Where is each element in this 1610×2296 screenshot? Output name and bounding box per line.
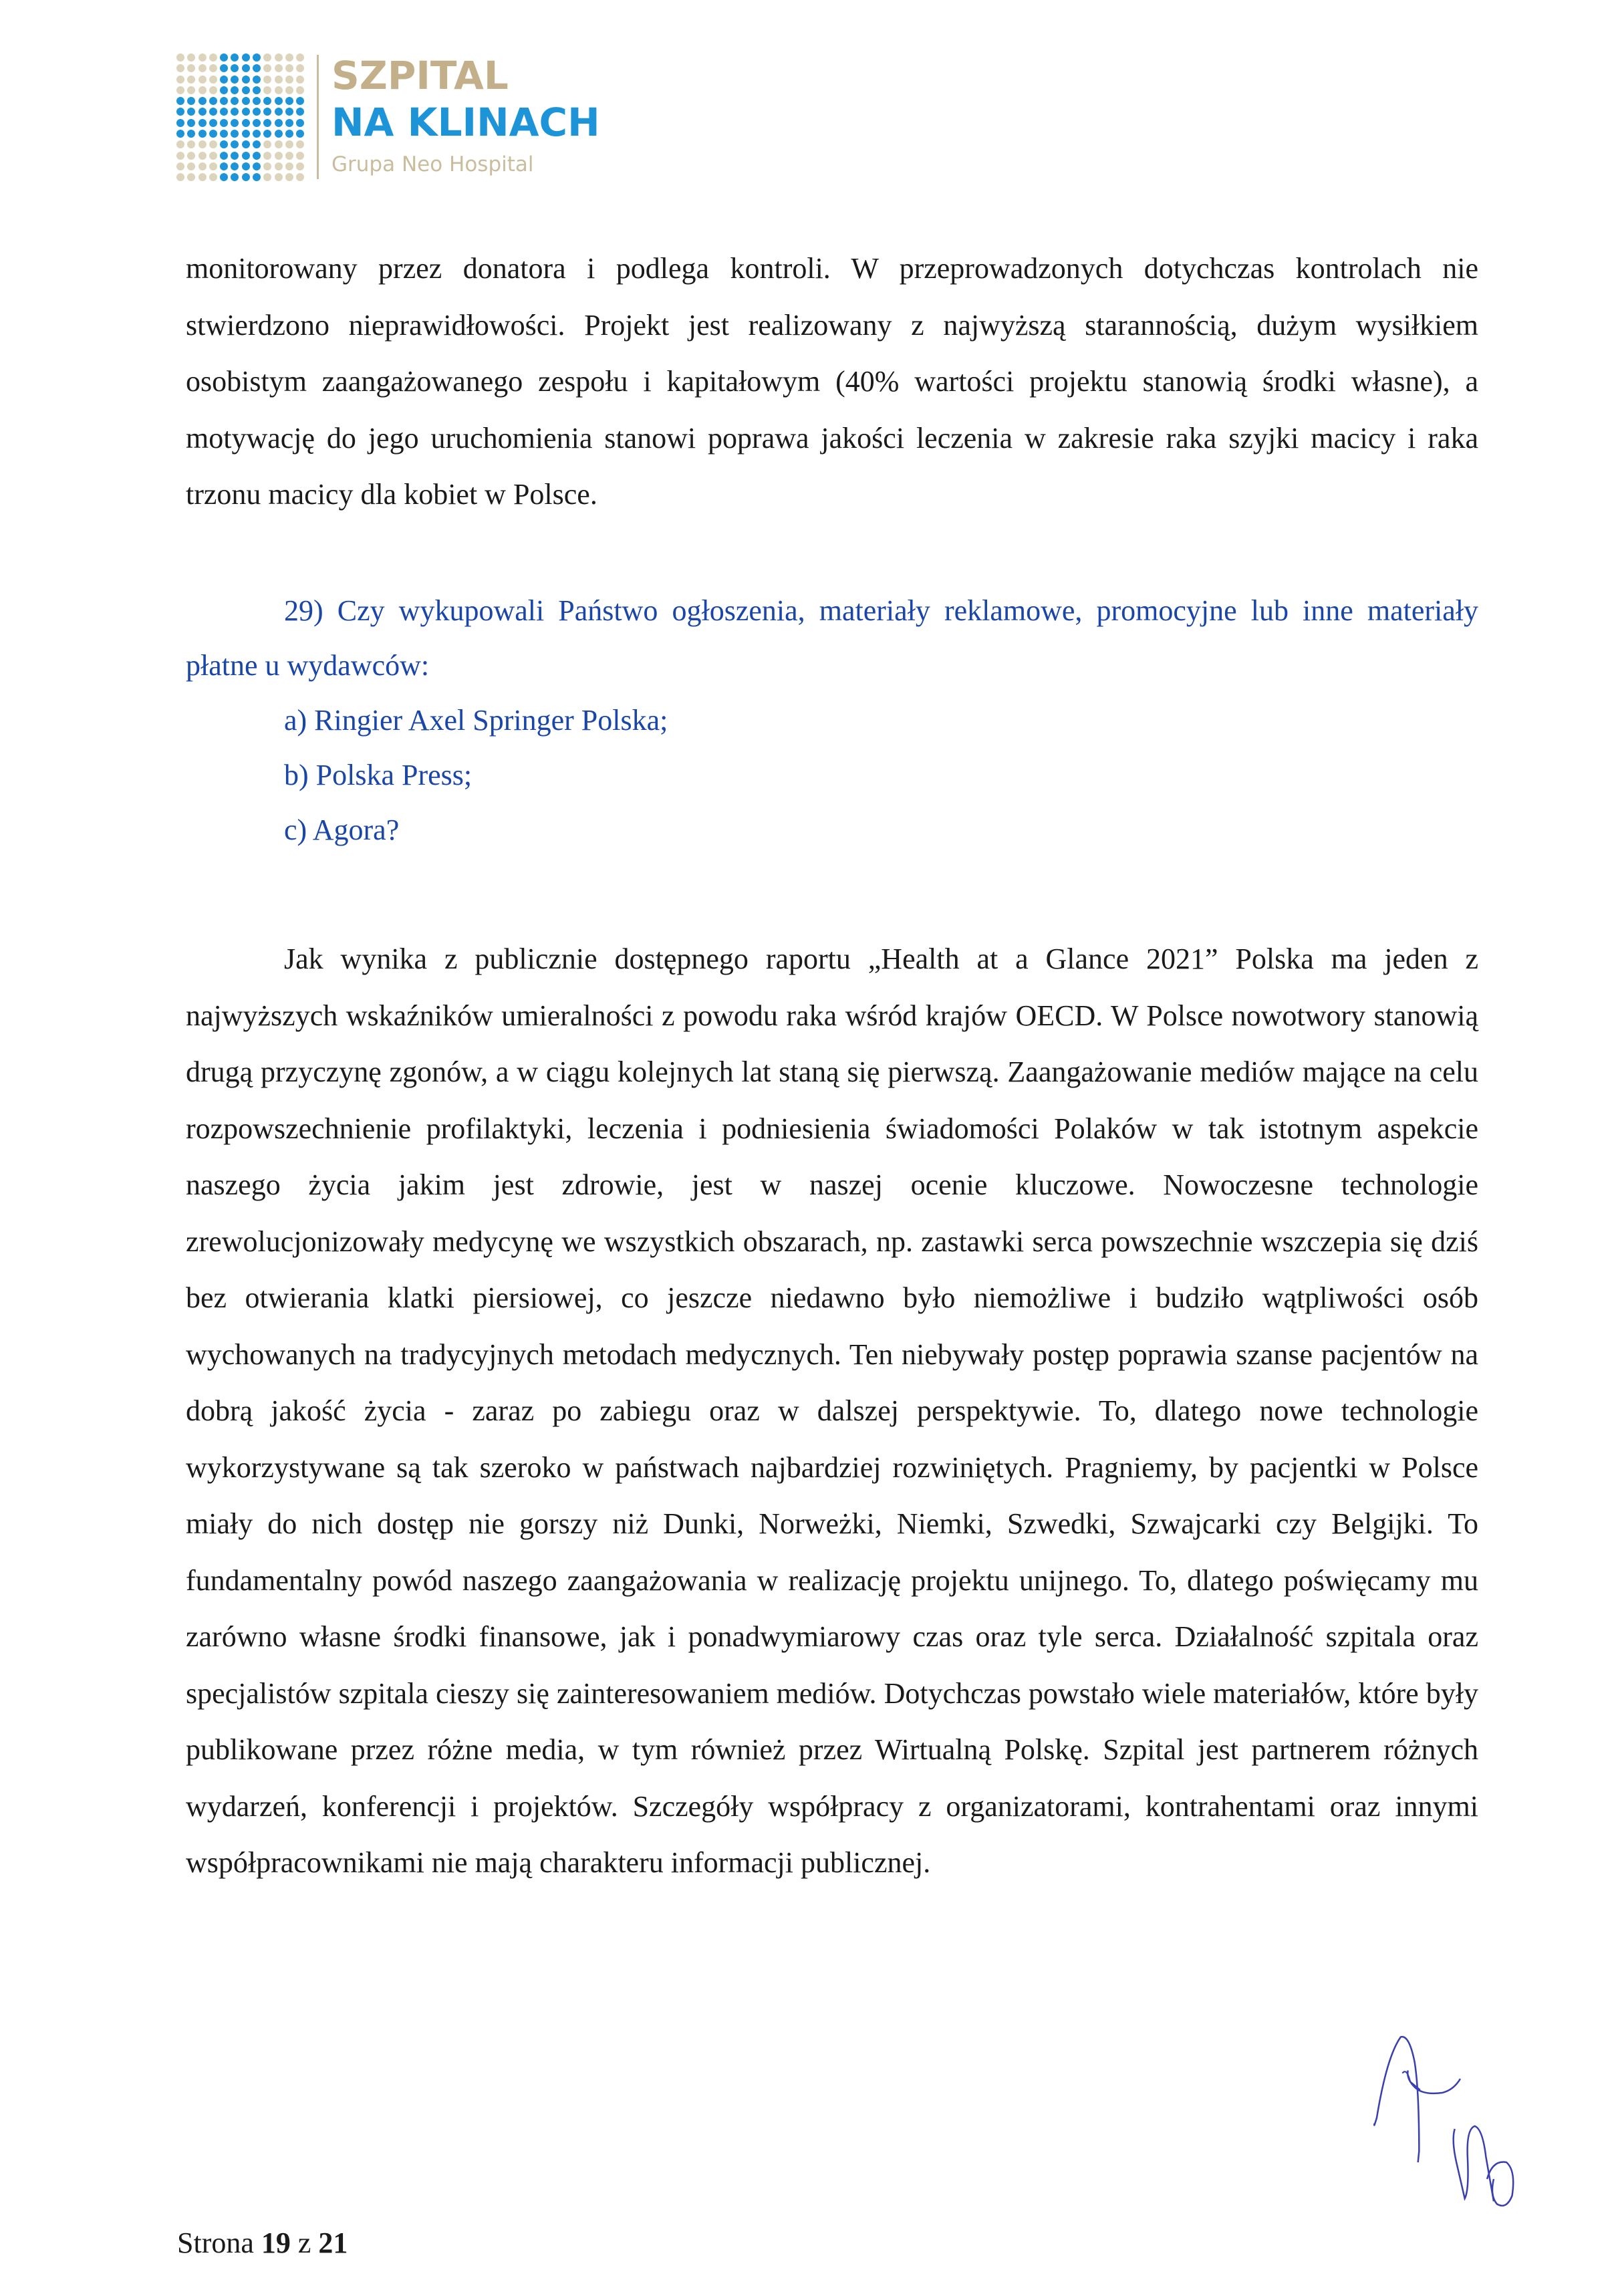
logo-dot (296, 86, 304, 94)
logo-dot (231, 97, 239, 105)
page-number (177, 2226, 348, 2260)
logo-dot (263, 97, 271, 105)
logo-dot (231, 76, 239, 84)
logo-dot (253, 64, 261, 72)
logo-dot (275, 173, 283, 181)
logo-dot (220, 162, 228, 170)
logo-dot (242, 108, 250, 116)
logo-dot (209, 173, 217, 181)
logo-dot (220, 76, 228, 84)
logo-dot (296, 152, 304, 160)
logo-dot (285, 162, 293, 170)
logo-dot (231, 108, 239, 116)
logo-dot (176, 130, 184, 138)
logo-dot (187, 152, 195, 160)
logo-dot (263, 119, 271, 127)
logo-dot (187, 173, 195, 181)
logo-dot (296, 64, 304, 72)
logo-divider (317, 55, 319, 179)
logo-dot (275, 86, 283, 94)
logo-dot (209, 140, 217, 148)
logo-dot (176, 53, 184, 61)
question-options-list (186, 693, 1478, 858)
logo-dot (253, 53, 261, 61)
logo-dot (263, 140, 271, 148)
logo-dot (220, 53, 228, 61)
logo-dot (285, 64, 293, 72)
question-29 (186, 584, 1478, 858)
logo-dot (187, 86, 195, 94)
logo-dot (253, 97, 261, 105)
logo-dot (242, 86, 250, 94)
logo-dot (285, 53, 293, 61)
logo-dot (209, 97, 217, 105)
logo-dot (263, 152, 271, 160)
logo-dot (242, 53, 250, 61)
logo-dot (285, 108, 293, 116)
logo-text-line1: SZPITAL (331, 53, 509, 98)
logo-dot (242, 152, 250, 160)
hospital-logo (175, 52, 600, 186)
logo-dot-cross-icon (175, 52, 306, 183)
logo-dot (187, 130, 195, 138)
logo-dot (209, 119, 217, 127)
logo-dot (198, 162, 207, 170)
logo-dot (198, 152, 207, 160)
logo-dot (253, 152, 261, 160)
logo-dot (220, 108, 228, 116)
logo-dot (187, 119, 195, 127)
logo-dot (242, 97, 250, 105)
logo-dot (187, 53, 195, 61)
logo-dot (263, 86, 271, 94)
logo-dot (209, 76, 217, 84)
logo-dot (187, 64, 195, 72)
logo-dot (198, 76, 207, 84)
logo-dot (242, 130, 250, 138)
logo-dot (220, 173, 228, 181)
logo-dot (253, 162, 261, 170)
signature-stroke (1374, 2037, 1419, 2162)
logo-dot (253, 76, 261, 84)
question-option: c) Agora? (284, 813, 400, 846)
logo-dot (296, 108, 304, 116)
logo-dot (242, 76, 250, 84)
logo-dot (176, 64, 184, 72)
logo-dot (242, 162, 250, 170)
logo-dot (198, 130, 207, 138)
logo-dot (176, 152, 184, 160)
logo-dot (275, 76, 283, 84)
logo-dot (198, 108, 207, 116)
logo-dot (285, 119, 293, 127)
logo-dot (253, 140, 261, 148)
logo-dot (275, 108, 283, 116)
signature-stroke (1454, 2126, 1494, 2202)
logo-dot (220, 130, 228, 138)
question-option: b) Polska Press; (284, 759, 473, 791)
paragraph-project-control: monitorowany przez donatora i podlega kontroli. W przeprowadzonych dotychczas kontrolach nie stwierdzono nieprawidłowości. Projekt jest realizowany z najwyższą starannością, dużym wysiłkiem osobistym zaangażowanego zespołu i kapitałowym (40% wartości projektu stanowią środki własne), a motywację do jego uruchomienia stanowi poprawa jakości leczenia w zakresie raka szyjki macicy i raka trzonu macicy dla kobiet w Polsce. (186, 252, 1478, 511)
logo-dot (220, 119, 228, 127)
logo-dot (220, 64, 228, 72)
logo-dot (231, 140, 239, 148)
logo-dot (263, 76, 271, 84)
logo-dot (231, 130, 239, 138)
logo-dot (209, 64, 217, 72)
logo-dot (275, 162, 283, 170)
logo-dot (187, 76, 195, 84)
logo-dot (198, 86, 207, 94)
logo-dot (263, 108, 271, 116)
logo-dot (176, 119, 184, 127)
logo-dot (275, 64, 283, 72)
logo-dot (209, 108, 217, 116)
logo-dot (263, 173, 271, 181)
logo-dot (275, 119, 283, 127)
logo-dot (209, 130, 217, 138)
logo-dot (231, 53, 239, 61)
logo-dot (231, 162, 239, 170)
logo-dot (209, 162, 217, 170)
logo-dot (285, 152, 293, 160)
logo-dot (209, 152, 217, 160)
logo-dot (263, 53, 271, 61)
logo-dot (198, 64, 207, 72)
logo-dot (209, 53, 217, 61)
logo-dot (198, 97, 207, 105)
page-total: 21 (318, 2226, 348, 2259)
logo-dot (253, 86, 261, 94)
page-prefix: Strona (177, 2226, 254, 2259)
logo-dot (275, 152, 283, 160)
logo-text-line3: Grupa Neo Hospital (331, 152, 534, 176)
logo-dot (198, 140, 207, 148)
logo-dot (198, 119, 207, 127)
logo-dot (220, 97, 228, 105)
logo-dot (209, 86, 217, 94)
logo-dot (296, 140, 304, 148)
page-separator: z (297, 2226, 311, 2259)
logo-dot (231, 152, 239, 160)
logo-dot (296, 53, 304, 61)
logo-dot (263, 130, 271, 138)
question-option: a) Ringier Axel Springer Polska; (284, 704, 668, 737)
logo-dot (275, 53, 283, 61)
logo-dot (176, 173, 184, 181)
logo-dot (296, 76, 304, 84)
logo-dot (285, 76, 293, 84)
logo-dot (296, 130, 304, 138)
logo-dot (253, 108, 261, 116)
logo-dot (296, 162, 304, 170)
logo-dot (231, 86, 239, 94)
logo-dot (176, 140, 184, 148)
logo-dot (242, 64, 250, 72)
logo-dot (296, 173, 304, 181)
logo-dot (220, 86, 228, 94)
logo-dot (187, 97, 195, 105)
question-29-text: 29) Czy wykupowali Państwo ogłoszenia, materiały reklamowe, promocyjne lub inne materiały płatne u wydawców: (186, 594, 1478, 682)
logo-dot (253, 119, 261, 127)
logo-dot (242, 119, 250, 127)
logo-dot (285, 140, 293, 148)
logo-dot (285, 173, 293, 181)
logo-dot (176, 76, 184, 84)
logo-dot (231, 64, 239, 72)
logo-dot (176, 97, 184, 105)
logo-dot (263, 64, 271, 72)
logo-dot (231, 119, 239, 127)
logo-dot (285, 86, 293, 94)
logo-dot (296, 119, 304, 127)
logo-dot (285, 97, 293, 105)
logo-dot (253, 173, 261, 181)
logo-dot (275, 97, 283, 105)
logo-dot (187, 140, 195, 148)
logo-dot (220, 140, 228, 148)
logo-dot (242, 140, 250, 148)
logo-wordmark (331, 52, 600, 183)
logo-dot (296, 97, 304, 105)
logo-dot (176, 108, 184, 116)
logo-dot (220, 152, 228, 160)
logo-dot (275, 140, 283, 148)
paragraph-answer: Jak wynika z publicznie dostępnego raportu „Health at a Glance 2021” Polska ma jeden z najwyższych wskaźników umieralności z powodu raka wśród krajów OECD. W Polsce nowotwory stanowią drugą przyczynę zgonów, a w ciągu kolejnych lat staną się pierwszą. Zaangażowanie mediów mające na celu rozpowszechnienie profilaktyki, leczenia i podniesienia świadomości Polaków w tak istotnym aspekcie naszego życia jakim jest zdrowie, jest w naszej ocenie kluczowe. Nowoczesne technologie zrewolucjonizowały medycynę we wszystkich obszarach, np. zastawki serca powszechnie wszczepia się dziś bez otwierania klatki piersiowej, co jeszcze niedawno było niemożliwe i budziło wątpliwości osób wychowanych na tradycyjnych metodach medycznych. Ten niebywały postęp poprawia szanse pacjentów na dobrą jakość życia - zaraz po zabiegu oraz w dalszej perspektywie. To, dlatego nowe technologie wykorzystywane są tak szeroko w państwach najbardziej rozwiniętych. Pragniemy, by pacjentki w Polsce miały do nich dostęp nie gorszy niż Dunki, Norweżki, Niemki, Szwedki, Szwajcarki czy Belgijki. To fundamentalny powód naszego zaangażowania w realizację projektu unijnego. To, dlatego poświęcamy mu zarówno własne środki finansowe, jak i ponadwymiarowy czas oraz tyle serca. Działalność szpitala oraz specjalistów szpitala cieszy się zainteresowaniem mediów. Dotychczas powstało wiele materiałów, które były publikowane przez różne media, w tym również przez Wirtualną Polskę. Szpital jest partnerem różnych wydarzeń, konferencji i projektów. Szczegóły współpracy z organizatorami, kontrahentami oraz innymi współpracownikami nie mają charakteru informacji publicznej. (186, 942, 1478, 1879)
page-current: 19 (261, 2226, 291, 2259)
handwritten-signature (1337, 2012, 1537, 2212)
logo-dot (253, 130, 261, 138)
logo-dot (187, 108, 195, 116)
logo-dot (263, 162, 271, 170)
logo-text-line2: NA KLINACH (331, 100, 600, 145)
logo-dot (198, 53, 207, 61)
logo-dot (187, 162, 195, 170)
logo-dot (242, 173, 250, 181)
logo-dot (198, 173, 207, 181)
logo-dot (176, 162, 184, 170)
logo-dot (176, 86, 184, 94)
logo-dot (275, 130, 283, 138)
logo-dot (285, 130, 293, 138)
logo-dot (231, 173, 239, 181)
